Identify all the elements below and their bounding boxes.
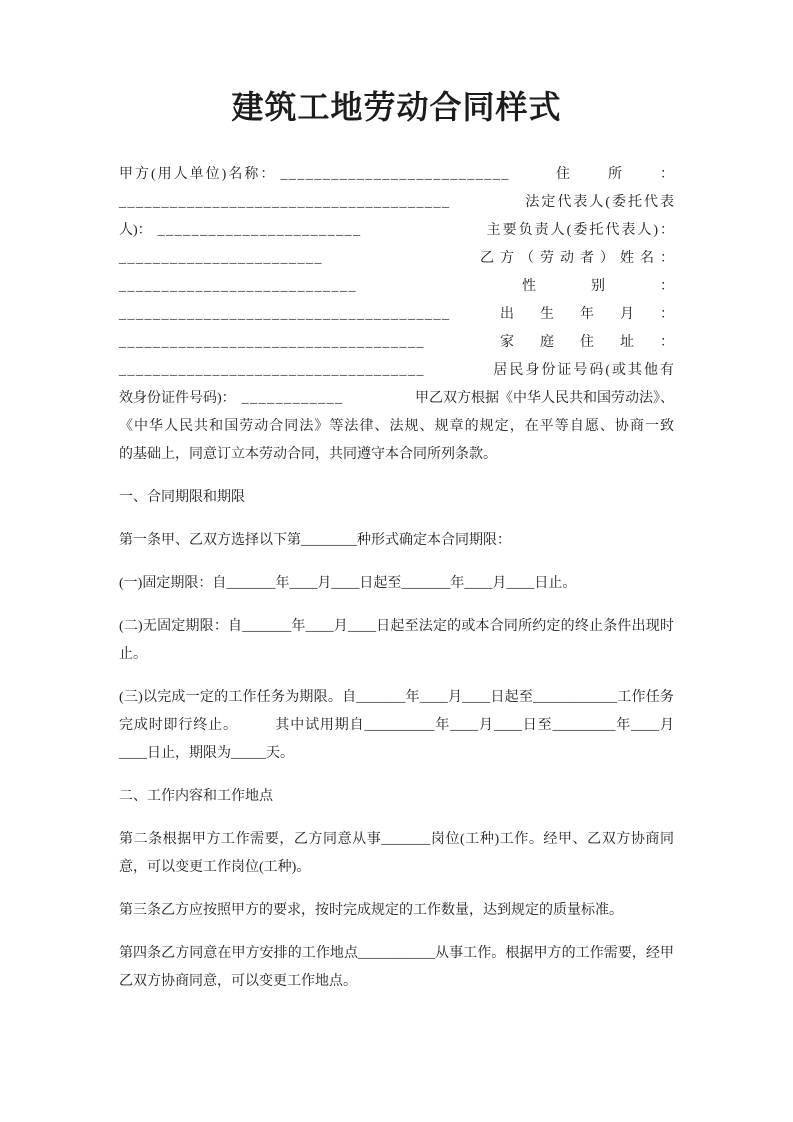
form-line	[119, 189, 674, 217]
field-label: 乙方（劳动者）姓名：	[480, 251, 680, 266]
form-line	[119, 329, 700, 357]
blank-line: ____________________________	[119, 279, 357, 294]
contract-paragraph: 第二条根据甲方工作需要，乙方同意从事_______岗位(工种)工作。经甲、乙双方协商同意，可以变更工作岗位(工种)。	[119, 832, 674, 875]
contract-paragraph: 第三条乙方应按照甲方的要求，按时完成规定的工作数量，达到规定的质量标准。	[119, 903, 623, 918]
section-heading: 二、工作内容和工作地点	[119, 789, 273, 804]
blank-line: ________________________	[157, 223, 362, 238]
contract-paragraph: (二)无固定期限：自_______年____月____日起至法定的或本合同所约定的终止条件出现时止。	[119, 619, 674, 662]
document-title: 建筑工地劳动合同样式	[231, 89, 562, 125]
field-label: 住所：	[556, 167, 712, 182]
field-with-blank	[119, 217, 362, 245]
contract-paragraph: 第一条甲、乙双方选择以下第________种形式确定本合同期限：	[119, 533, 511, 548]
field-label: 性别：	[522, 279, 729, 294]
form-line	[119, 357, 674, 385]
field-label: 居民身份证号码(或其他有	[493, 363, 676, 378]
field-label: 甲方(用人单位)名称：	[119, 167, 277, 182]
form-line	[119, 245, 680, 273]
field-label: 主要负责人(委托代表人)：	[486, 223, 676, 238]
body-text: 的基础上，同意订立本劳动合同，共同遵守本合同所列条款。	[119, 447, 497, 462]
form-line	[119, 217, 674, 245]
blank-line: _______________________________________	[119, 195, 451, 210]
field-label: 法定代表人(委托代表	[525, 195, 676, 210]
field-with-blank	[119, 161, 510, 189]
blank-line: _______________________________________	[119, 307, 451, 322]
section-heading: 一、合同期限和期限	[119, 490, 245, 505]
contract-body	[119, 484, 674, 996]
contract-paragraph: (三)以完成一定的工作任务为期限。自_______年____月____日起至____________工作任务完成时即行终止。 其中试用期自__________年____月____日至_________年____月____日止，期限为_____天。	[119, 690, 674, 761]
field-label: 效身份证件号码)：	[119, 391, 236, 406]
contract-paragraph: 第四条乙方同意在甲方安排的工作地点___________从事工作。根据甲方的工作需要，经甲乙双方协商同意，可以变更工作地点。	[119, 946, 674, 989]
party-info-block	[119, 161, 729, 469]
field-label: 出生年月：	[500, 307, 700, 322]
field-label: 家庭住址：	[500, 335, 700, 350]
blank-line: ________________________	[119, 251, 323, 266]
form-line	[119, 301, 700, 329]
form-line	[119, 385, 674, 413]
contract-paragraph: (一)固定期限：自_______年____月____日起至_______年____月____日止。	[119, 576, 577, 591]
blank-line: ____________________________________	[119, 335, 425, 350]
field-with-blank	[119, 385, 344, 413]
blank-line: ___________________________	[280, 167, 510, 182]
body-text: 甲乙双方根据《中华人民共和国劳动法》、	[415, 391, 674, 406]
form-line	[119, 161, 712, 189]
blank-line: ____________________________________	[119, 363, 425, 378]
form-line	[119, 273, 729, 301]
blank-line: ____________	[241, 391, 344, 406]
field-label: 人)：	[119, 223, 152, 238]
body-text: 《中华人民共和国劳动合同法》等法律、法规、规章的规定，在平等自愿、协商一致	[119, 419, 674, 434]
